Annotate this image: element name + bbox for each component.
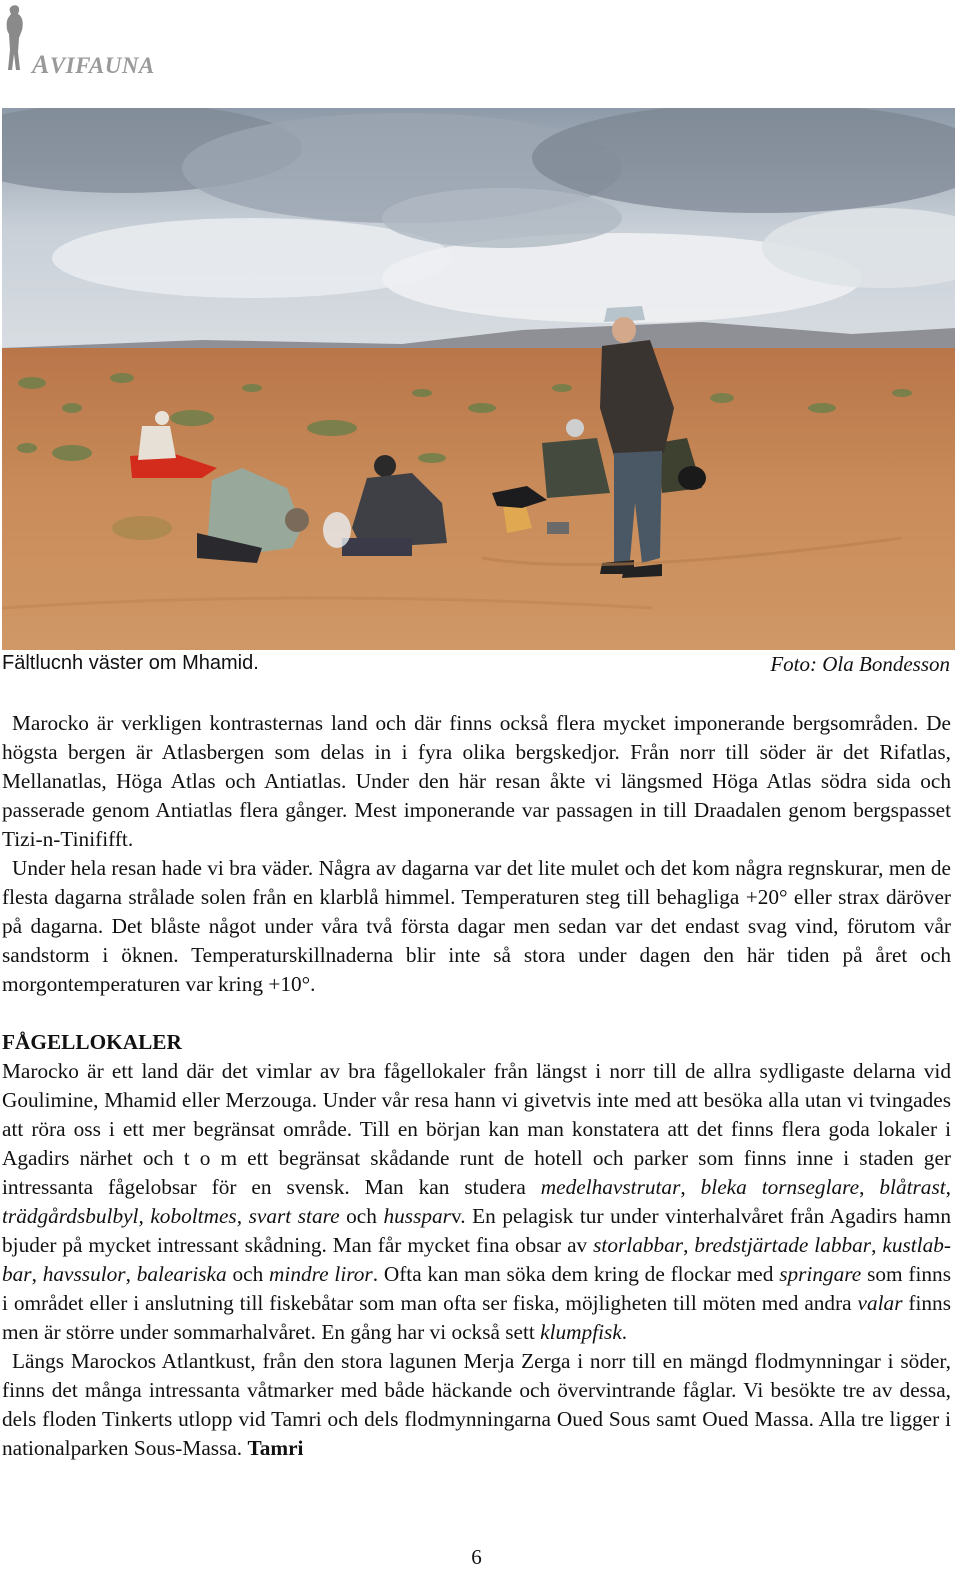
- section-heading: FÅGELLOKALER: [2, 1030, 182, 1054]
- desert-photo: [2, 108, 955, 650]
- bird-figure-icon: [2, 4, 32, 74]
- paragraph-1: Marocko är verkligen kontrasternas land och där finns också flera mycket imponerande bergsområden. De högsta bergen är Atlasbergen som delas in i fyra olika bergskedjor. Från norr till söder är det Rifatlas, Mellanatlas, Höga Atlas och Antiatlas. Under den här resan åkte vi längsmed Höga Atlas södra sida och passerade genom Antiatlas flera gånger. Mest imponerande var passagen in till Draadalen genom bergspasset Tizi-n-Tinififft.: [2, 711, 951, 851]
- page-number: 6: [471, 1545, 482, 1569]
- logo-text: AVIFAUNA: [32, 50, 155, 79]
- caption-text: Fältlucnh väster om Mhamid.: [2, 652, 259, 674]
- article-body: [2, 709, 951, 1463]
- paragraph-3: Marocko är ett land där det vimlar av bra fågellokaler från längst i norr till de allra sydligaste delarna vid Goulimine, Mhamid eller Merzouga. Under vår resa hann vi givetvis inte med att besöka alla utan vi tvingades att röra oss i ett mer begränsat område. Till en början kan man konstatera att det finns flera goda lokaler i Agadirs närhet och t o m ett begränsat skådande runt de hotell och parker som finns inne i staden ger intressanta fågelobsar för en svensk. Man kan studera medelhavstrutar, bleka tornseglare, blåtrast, trädgårdsbulbyl, koboltmes, svart stare och hussparv. En pelagisk tur under vinterhalvåret från Agadirs hamn bjuder på mycket intressant skådning. Man får mycket fina obsar av storlabbar, bredstjärtade labbar, kustlabbar, havssulor, baleariska och mindre liror. Ofta kan man söka dem kring de flockar med springare som finns i området eller i anslutning till fiskebåtar som man ofta ser fiska, möjligheten till möten med andra valar finns men är större under sommarhalvåret. En gång har vi också sett klumpfisk.: [2, 1059, 951, 1344]
- paragraph-2: Under hela resan hade vi bra väder. Några av dagarna var det lite mulet och det kom några regnskurar, men de flesta dagarna strålade solen från en klarblå himmel. Temperaturen steg till behagliga +20° eller strax däröver på dagarna. Det blåste något under våra två första dagar men sedan var det endast svag vind, förutom vår sandstorm i öknen. Temperaturskillnaderna blir inte så stora under dagen den här tiden på året och morgontemperaturen var kring +10°.: [2, 856, 951, 996]
- avifauna-logo: [2, 4, 177, 79]
- photo-caption: [2, 652, 950, 680]
- paragraph-4: Längs Marockos Atlantkust, från den stora lagunen Merja Zerga i norr till en mängd flodmynningar i söder, finns det många intressanta våtmarker med både häckande och övervintrande fåglar. Vi besökte tre av dessa, dels floden Tinkerts utlopp vid Tamri och dels flodmynningarna Oued Sous samt Oued Massa. Alla tre ligger i nationalparken Sous-Massa. Tamri: [2, 1349, 951, 1460]
- photo-credit: Foto: Ola Bondesson: [770, 652, 950, 676]
